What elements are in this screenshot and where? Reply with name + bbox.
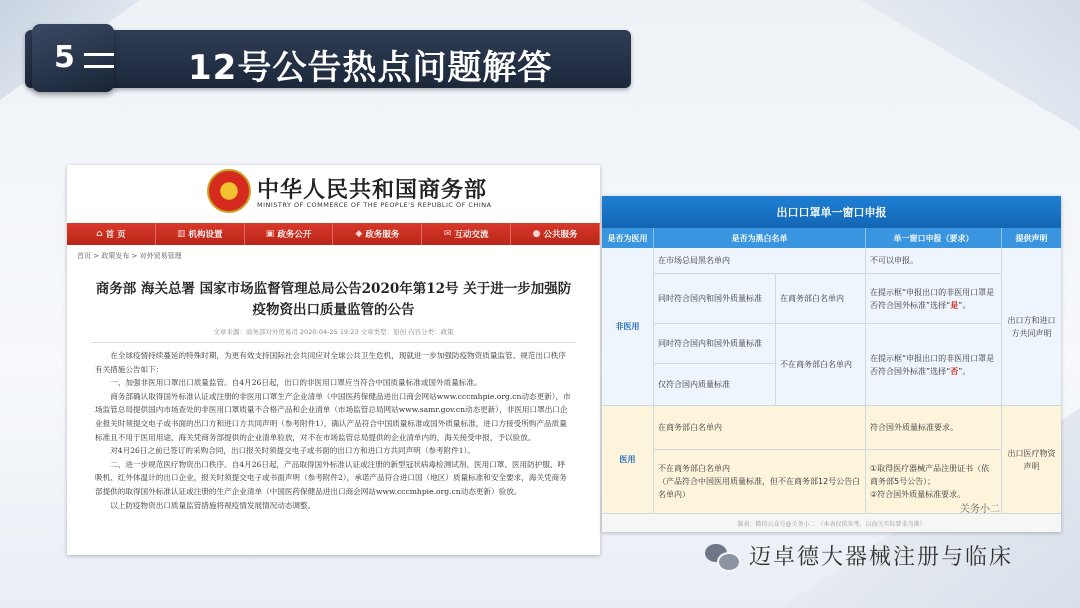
cell-text xyxy=(870,286,997,312)
ministry-nav xyxy=(67,223,600,245)
ministry-header xyxy=(67,165,600,223)
paragraph: 商务部确认取得国外标准认证或注册的非医用口罩生产企业清单（中国医药保健品进出口商会网站www.cccmhpie.org.cn动态更新），市场监管总局提供国内市场查处的非医用口罩质量不合格产品和企业清单（市场监管总局网站www.samr.gov.cn动态更新），非医用口罩出口企业报关时须提交电子或书面的出口方和进口方共同声明（参考附件1），确认产品符合中国质量标准或国外质量标准，进口方接受所购产品质量标准且不用于医用用途，海关凭商务部提供的企业清单验放，对不在市场监管总局提供的企业清单内的，海关接受申报，予以验放。 xyxy=(95,391,571,442)
breadcrumb: 首页 > 政策发布 > 对外贸易管理 xyxy=(77,252,182,260)
table-footer: 制表：微信公众号@关务小二 （本表仅供参考，以海关实际要求为准） xyxy=(602,514,1061,532)
choice-no: 否 xyxy=(950,366,959,376)
mofcom-announcement-screenshot xyxy=(67,165,600,555)
category-medical: 医用 xyxy=(602,406,654,514)
table-cell: 在商务部白名单内 xyxy=(654,406,866,450)
announcement-body xyxy=(67,349,600,512)
table-header: 是否为黑白名单 xyxy=(654,228,866,248)
cell-text: （产品符合中国医用质量标准，但不在商务部12号公告白名单内） xyxy=(658,477,861,499)
announcement-title: 商务部 海关总署 国家市场监督管理总局公告2020年第12号 关于进一步加强防疫物资出口质量监管的公告 xyxy=(95,281,572,318)
building-icon: ▥ xyxy=(176,229,186,239)
home-icon: ⌂ xyxy=(96,229,103,239)
brand-name: 迈卓德大器械注册与临床 xyxy=(749,545,1014,570)
table-cell: 不在商务部白名单内 xyxy=(776,324,866,406)
nav-item-gov-services[interactable] xyxy=(333,223,422,245)
declaration-table xyxy=(602,196,1061,532)
briefcase-icon: ▣ xyxy=(265,229,275,239)
table-header: 提供声明 xyxy=(1002,228,1061,248)
table-title: 出口口罩单一窗口申报 xyxy=(602,196,1061,228)
nav-label: 机构设置 xyxy=(188,230,223,240)
table-cell: 出口医疗物资声明 xyxy=(1002,406,1061,514)
prompt-text: 在提示框“申报出口的非医用口罩是否符合国外标准”选择“ xyxy=(870,353,995,376)
menu-lines-icon xyxy=(84,44,114,77)
cell-text: ②符合国外质量标准要求。 xyxy=(870,490,966,499)
prompt-text: ”。 xyxy=(958,300,971,310)
cell-text: 不在商务部白名单内 xyxy=(658,464,730,473)
prompt-text: ”。 xyxy=(958,366,971,376)
paragraph: 以上防疫物资出口质量监管措施将视疫情发展情况动态调整。 xyxy=(110,500,316,510)
cell-text: ①取得医疗器械产品注册证书（依商务部5号公告）； xyxy=(870,464,990,486)
ministry-name-en: MINISTRY OF COMMERCE OF THE PEOPLE'S REPUBLIC OF CHINA xyxy=(257,201,492,209)
slide-title: 12号公告热点问题解答 xyxy=(188,48,553,88)
table-cell xyxy=(866,274,1002,324)
table-watermark: 关务小二 xyxy=(960,504,1000,515)
background-decoration xyxy=(860,0,1080,130)
national-emblem-icon xyxy=(207,169,251,213)
wechat-icon xyxy=(705,542,739,570)
paragraph: 对4月26日之前已签订的采购合同，出口报关时须提交电子或书面的出口方和进口方共同声明（参考附件1）。 xyxy=(110,446,476,456)
nav-item-organization[interactable] xyxy=(156,223,245,245)
nav-label: 政务公开 xyxy=(277,230,312,240)
nav-label: 首 页 xyxy=(105,230,126,240)
brand-watermark xyxy=(705,540,1013,571)
choice-yes: 是 xyxy=(950,300,959,310)
user-icon: ● xyxy=(532,229,541,239)
section-number: 5 xyxy=(54,40,75,75)
table-cell xyxy=(866,324,1002,406)
table-cell: 在市场总局黑名单内 xyxy=(654,248,866,274)
divider xyxy=(91,342,576,343)
ministry-name-cn: 中华人民共和国商务部 xyxy=(257,178,488,203)
service-icon: ◆ xyxy=(355,229,363,239)
table-cell: 同时符合国内和国外质量标准 xyxy=(654,324,776,364)
table-cell: 仅符合国内质量标准 xyxy=(654,364,776,406)
cell-text xyxy=(870,352,997,378)
nav-label: 公共服务 xyxy=(543,230,578,240)
nav-label: 政务服务 xyxy=(365,230,400,240)
category-nonmedical: 非医用 xyxy=(602,248,654,406)
nav-item-home[interactable] xyxy=(67,223,156,245)
nav-item-gov-affairs[interactable] xyxy=(245,223,334,245)
table-cell xyxy=(654,450,866,514)
table-cell: 同时符合国内和国外质量标准 xyxy=(654,274,776,324)
table-cell: 出口方和进口方共同声明 xyxy=(1002,248,1061,406)
announcement-meta: 文章来源：商务部对外贸易司 2020-04-25 19:23 文章类型：原创 内容分类：政策 xyxy=(213,328,454,336)
table-cell: 不可以申报。 xyxy=(866,248,1002,274)
chat-icon: ✉ xyxy=(443,229,452,239)
nav-item-interaction[interactable] xyxy=(422,223,511,245)
table-header: 是否为医用 xyxy=(602,228,654,248)
table-header: 单一窗口申报（要求） xyxy=(866,228,1002,248)
paragraph: 一、加强非医用口罩出口质量监管。自4月26日起，出口的非医用口罩应当符合中国质量标准或国外质量标准。 xyxy=(110,378,482,388)
table-cell: 符合国外质量标准要求。 xyxy=(866,406,1002,450)
nav-label: 互动交流 xyxy=(454,230,489,240)
paragraph: 在全球疫情持续蔓延的特殊时期，为更有效支持国际社会共同应对全球公共卫生危机，现就进一步加强防疫物资质量监管、规范出口秩序有关措施公告如下： xyxy=(95,351,566,374)
prompt-text: 在提示框“申报出口的非医用口罩是否符合国外标准”选择“ xyxy=(870,287,995,310)
nav-item-public-services[interactable] xyxy=(511,223,600,245)
table-cell: 在商务部白名单内 xyxy=(776,274,866,324)
paragraph: 二、进一步规范医疗物资出口秩序。自4月26日起，产品取得国外标准认证或注册的新型冠状病毒检测试剂、医用口罩、医用防护服、呼吸机、红外体温计的出口企业，报关时须提交电子或书面声明（参考附件2），承诺产品符合进口国（地区）质量标准和安全要求，海关凭商务部提供的取得国外标准认证或注册的生产企业清单（中国医药保健品进出口商会网站www.cccmhpie.org.cn动态更新）验放。 xyxy=(95,459,567,496)
